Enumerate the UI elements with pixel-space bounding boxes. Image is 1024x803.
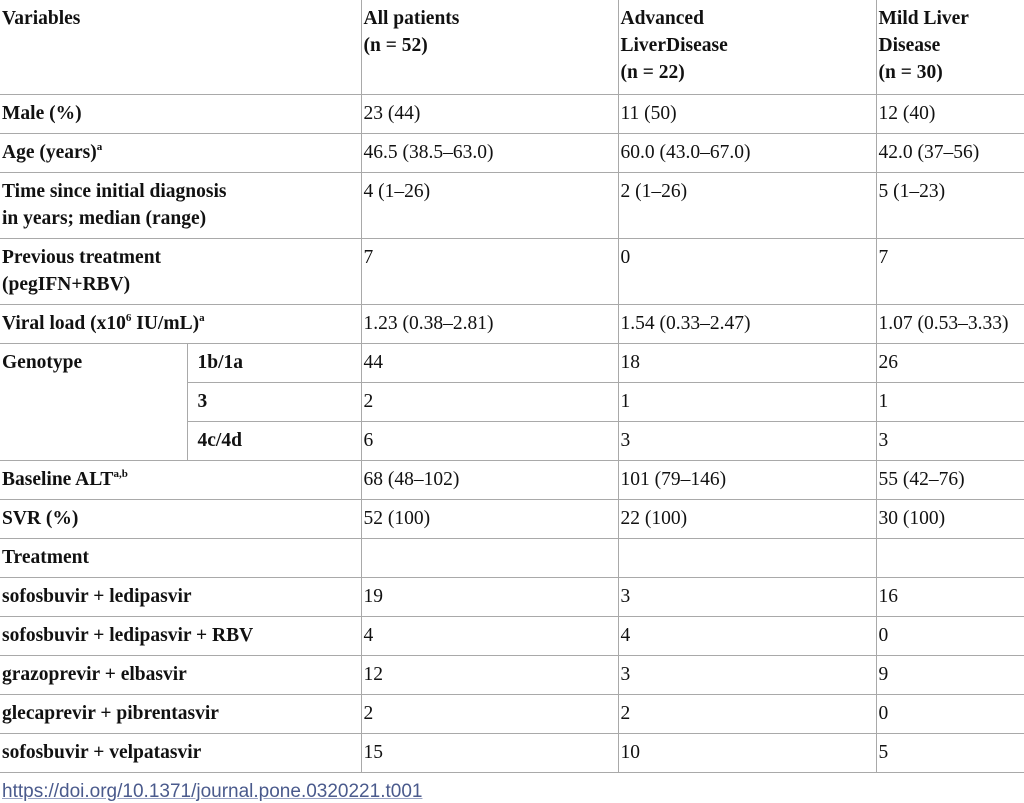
row-label: Previous treatment (pegIFN+RBV)	[0, 239, 361, 305]
cell-mild: 16	[876, 578, 1024, 617]
row-regimen	[0, 617, 1024, 656]
regimen-label: sofosbuvir + velpatasvir	[0, 734, 361, 773]
row-baseline-alt	[0, 461, 1024, 500]
row-regimen	[0, 695, 1024, 734]
row-previous-treatment	[0, 239, 1024, 305]
footnote-marker: a	[199, 312, 205, 324]
cell-all-patients: 15	[361, 734, 618, 773]
cell-all-patients: 7	[361, 239, 618, 305]
cell-mild: 12 (40)	[876, 95, 1024, 134]
row-regimen	[0, 656, 1024, 695]
cell-mild: 9	[876, 656, 1024, 695]
regimen-label: glecaprevir + pibrentasvir	[0, 695, 361, 734]
footnote-marker: a,b	[113, 468, 128, 480]
row-age	[0, 134, 1024, 173]
cell-all-patients: 19	[361, 578, 618, 617]
cell-all-patients: 6	[361, 422, 618, 461]
genotype-type: 4c/4d	[187, 422, 361, 461]
cell-advanced: 60.0 (43.0–67.0)	[618, 134, 876, 173]
cell-all-patients: 12	[361, 656, 618, 695]
row-genotype-1	[0, 344, 1024, 383]
cell-advanced: 2	[618, 695, 876, 734]
cell-mild: 0	[876, 695, 1024, 734]
row-label: Viral load ($x10^6$ IU/mL)$^a$	[0, 305, 361, 344]
row-label: Age (years)$^a$	[0, 134, 361, 173]
cell-mild: 5 (1–23)	[876, 173, 1024, 239]
cell-mild: 26	[876, 344, 1024, 383]
cell-advanced: 101 (79–146)	[618, 461, 876, 500]
cell-advanced: 3	[618, 656, 876, 695]
genotype-label: Genotype	[0, 344, 187, 461]
row-treatment	[0, 539, 1024, 578]
row-time-since-diagnosis	[0, 173, 1024, 239]
cell-advanced: 0	[618, 239, 876, 305]
row-label: SVR (%)	[0, 500, 361, 539]
header-row	[0, 0, 1024, 95]
cell-advanced: 10	[618, 734, 876, 773]
row-male	[0, 95, 1024, 134]
cell-all-patients: 52 (100)	[361, 500, 618, 539]
regimen-label: sofosbuvir + ledipasvir + RBV	[0, 617, 361, 656]
cell-advanced: 3	[618, 578, 876, 617]
genotype-type: 1b/1a	[187, 344, 361, 383]
cell-advanced: 11 (50)	[618, 95, 876, 134]
cell-all-patients: 2	[361, 695, 618, 734]
row-label: Time since initial diagnosis in years; median (range)	[0, 173, 361, 239]
cell-advanced: 3	[618, 422, 876, 461]
row-label: Male (%)	[0, 95, 361, 134]
regimen-label: sofosbuvir + ledipasvir	[0, 578, 361, 617]
row-regimen	[0, 734, 1024, 773]
row-regimen	[0, 578, 1024, 617]
regimen-label: grazoprevir + elbasvir	[0, 656, 361, 695]
row-label: Baseline ALT$^{a,b}$	[0, 461, 361, 500]
cell-mild	[876, 539, 1024, 578]
header-variables: Variables	[0, 0, 361, 95]
cell-advanced: 22 (100)	[618, 500, 876, 539]
cell-mild: 5	[876, 734, 1024, 773]
row-label: Treatment	[0, 539, 361, 578]
cell-advanced	[618, 539, 876, 578]
cell-advanced: 1.54 (0.33–2.47)	[618, 305, 876, 344]
cell-advanced: 18	[618, 344, 876, 383]
row-svr	[0, 500, 1024, 539]
cell-all-patients: 4	[361, 617, 618, 656]
cell-advanced: 2 (1–26)	[618, 173, 876, 239]
cell-mild: 55 (42–76)	[876, 461, 1024, 500]
cell-mild: 1.07 (0.53–3.33)	[876, 305, 1024, 344]
cell-mild: 0	[876, 617, 1024, 656]
exponent: 6	[125, 312, 132, 324]
cell-mild: 42.0 (37–56)	[876, 134, 1024, 173]
cell-all-patients: 2	[361, 383, 618, 422]
footnote-marker: a	[96, 141, 103, 153]
header-all-patients: All patients (n = 52)	[361, 0, 618, 95]
cell-all-patients: 46.5 (38.5–63.0)	[361, 134, 618, 173]
cell-all-patients: 68 (48–102)	[361, 461, 618, 500]
cell-mild: 7	[876, 239, 1024, 305]
cell-advanced: 4	[618, 617, 876, 656]
cell-advanced: 1	[618, 383, 876, 422]
doi-link[interactable]: https://doi.org/10.1371/journal.pone.0320221.t001	[2, 781, 423, 802]
cell-mild: 3	[876, 422, 1024, 461]
cell-mild: 30 (100)	[876, 500, 1024, 539]
header-advanced-liver-disease: Advanced LiverDisease (n = 22)	[618, 0, 876, 95]
cell-all-patients	[361, 539, 618, 578]
row-viral-load	[0, 305, 1024, 344]
header-mild-liver-disease: Mild Liver Disease (n = 30)	[876, 0, 1024, 95]
cell-all-patients: 23 (44)	[361, 95, 618, 134]
cell-all-patients: 1.23 (0.38–2.81)	[361, 305, 618, 344]
cell-all-patients: 44	[361, 344, 618, 383]
cell-all-patients: 4 (1–26)	[361, 173, 618, 239]
genotype-type: 3	[187, 383, 361, 422]
cell-mild: 1	[876, 383, 1024, 422]
